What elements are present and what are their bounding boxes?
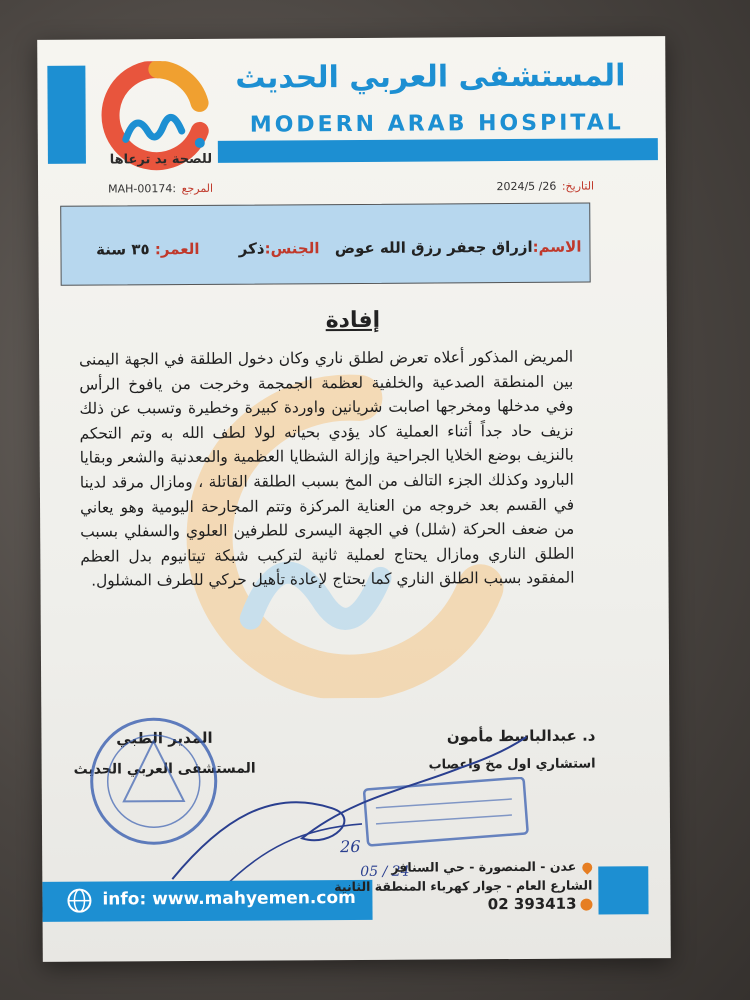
name-label: الاسم: (532, 237, 582, 256)
document-heading: إفادة (325, 307, 381, 334)
svg-text:05 / 24: 05 / 24 (360, 863, 410, 880)
doctor-title: استشاري اول مخ واعصاب (428, 756, 596, 773)
director-hospital: المستشفى العربي الحديث (73, 760, 256, 778)
gender-value: ذكر (238, 239, 265, 258)
age-value: ٣٥ سنة (96, 240, 150, 259)
doctor-name: د. عبدالباسط مأمون (446, 726, 596, 746)
website-url: info: www.mahyemen.com (102, 887, 356, 910)
patient-info-box (60, 203, 590, 286)
footer-accent-bar (598, 866, 648, 914)
age-label: العمر: (154, 239, 200, 259)
reference-number (108, 182, 215, 196)
document-date (496, 180, 596, 194)
document-body: المريض المذكور أعلاه تعرض لطلق ناري وكان دخول الطلقة في الجهة اليمنى بين المنطقة الصدعية والخلفية لعظمة الجمجمة وخرجت من يافوخ الرأس وفي مدخلها ومخرجها اصابت شريانين واوردة كبيرة وخطيرة وتسبب عن ذلك نزيف حاد جداً أثناء العملية كاد يؤدي بحياته لولا لطف الله به وتم التحكم بالنزيف بوضع الخلايا الجراحية وإزالة الشظايا العظمية والمعدنية والشعر وبقايا البارود وكذلك الجزء التالف من المخ بسبب الطلقة القاتلة ، ومازال مرقد لدينا في القسم بعد خروجه من العناية المركزة وتتم المجارحة اليومية وهو يعاني من ضعف الحركة (شلل) في الجهة اليسرى للطرفين العلوي والسفلي بسبب الطلق الناري ومازال يحتاج لعملية ثانية لتركيب شبكة تيتانيوم بدل العظم المفقود بسبب الطلق الناري كما يحتاج لإعادة تأهيل حركي للطرف المشلول. (79, 347, 575, 590)
header-accent-bar-left (47, 66, 86, 164)
phone-icon (580, 898, 592, 910)
date-value: 26/ 2024/5 (496, 179, 557, 194)
header-accent-bar-right (218, 138, 658, 163)
patient-gender (239, 239, 320, 257)
patient-name (335, 238, 582, 258)
address-line-1: عدن - المنصورة - حي السنافر (391, 858, 577, 875)
address-line-2: الشارع العام - جوار كهرباء المنطقة الثانية (334, 877, 593, 895)
hospital-tagline: للصحة يد ترعاها (109, 151, 213, 168)
name-value: ازراق جعفر رزق الله عوض (334, 237, 533, 258)
footer-address (334, 857, 592, 916)
hospital-name-english: MODERN ARAB HOSPITAL (249, 110, 624, 138)
svg-text:26: 26 (340, 836, 361, 857)
director-title: المدير الطبي (116, 728, 213, 748)
date-label: التاريخ: (561, 179, 595, 193)
hospital-name-arabic: المستشفى العربي الحديث (235, 58, 626, 96)
globe-icon (66, 888, 92, 914)
patient-age (96, 240, 199, 259)
gender-label: الجنس: (264, 239, 320, 258)
phone-number: 02 393413 (487, 894, 577, 914)
reference-label: المرجع (181, 181, 214, 196)
reference-date-row (108, 179, 608, 202)
letterhead-document (37, 36, 671, 962)
reference-value: MAH-00174: (108, 182, 177, 196)
location-pin-icon (580, 860, 594, 874)
